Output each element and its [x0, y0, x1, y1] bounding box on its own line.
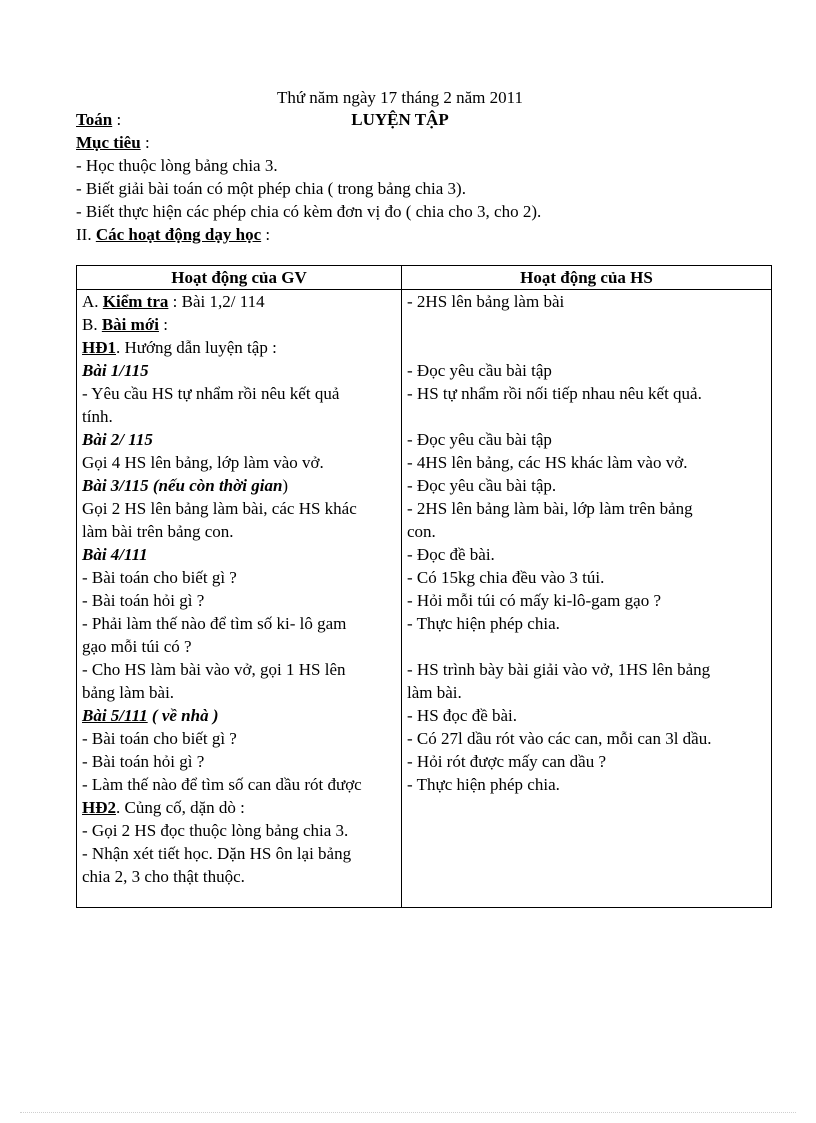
gv-line: Gọi 2 HS lên bảng làm bài, các HS khác — [82, 499, 357, 518]
gv-exercise-title: Bài 3/115 (nếu còn thời gian) — [82, 476, 289, 495]
gv-line: - Nhận xét tiết học. Dặn HS ôn lại bảng — [82, 844, 352, 863]
activities-prefix: II. — [76, 225, 96, 244]
gv-exercise-title: Bài 5/111 ( về nhà ) — [82, 706, 219, 725]
activities-sep: : — [261, 225, 271, 244]
subject-sep: : — [112, 110, 122, 129]
gv-line: làm bài trên bảng con. — [82, 522, 234, 541]
header-gv: Hoạt động của GV — [77, 266, 402, 290]
hs-line: - Hỏi rót được mấy can dầu ? — [407, 752, 606, 771]
hs-blank-line — [407, 336, 766, 359]
hs-line: - HS tự nhẩm rồi nối tiếp nhau nêu kết quả. — [407, 384, 702, 403]
hs-line: làm bài. — [407, 683, 462, 702]
hs-blank-line — [407, 635, 766, 658]
table-header-row — [77, 266, 772, 290]
objective-item: - Biết giải bài toán có một phép chia ( trong bảng chia 3). — [76, 179, 466, 198]
gv-line: - Gọi 2 HS đọc thuộc lòng bảng chia 3. — [82, 821, 349, 840]
date-line: Thứ năm ngày 17 tháng 2 năm 2011 — [276, 88, 524, 107]
hs-line: - Có 15kg chia đều vào 3 túi. — [407, 568, 605, 587]
gv-line: - Bài toán cho biết gì ? — [82, 568, 237, 587]
hs-blank-line — [407, 405, 766, 428]
objectives-sep: : — [140, 133, 150, 152]
hs-line: - Đọc yêu cầu bài tập — [407, 361, 552, 380]
activities-heading-line — [76, 223, 270, 246]
hs-line: - HS đọc đề bài. — [407, 706, 518, 725]
objective-item: - Biết thực hiện các phép chia có kèm đơn vị đo ( chia cho 3, cho 2). — [76, 202, 542, 221]
activities-heading: Các hoạt động dạy học — [95, 225, 262, 244]
table-body-row — [77, 290, 772, 908]
hs-line: - 2HS lên bảng làm bài, lớp làm trên bảng — [407, 499, 693, 518]
gv-line: bảng làm bài. — [82, 683, 175, 702]
gv-line: A. Kiểm tra : Bài 1,2/ 114 — [82, 292, 265, 311]
hs-line: - Thực hiện phép chia. — [407, 775, 560, 794]
gv-line: HĐ2. Củng cố, dặn dò : — [82, 798, 245, 817]
gv-line: Gọi 4 HS lên bảng, lớp làm vào vở. — [82, 453, 324, 472]
gv-line: - Bài toán cho biết gì ? — [82, 729, 237, 748]
gv-line: - Làm thế nào để tìm số can dầu rót được — [82, 775, 362, 794]
hs-line: con. — [407, 522, 436, 541]
hs-line: - 2HS lên bảng làm bài — [407, 292, 565, 311]
gv-column — [77, 290, 402, 908]
gv-line: HĐ1. Hướng dẫn luyện tập : — [82, 338, 277, 357]
hs-column — [402, 290, 772, 908]
hs-line: - Có 27l dầu rót vào các can, mỗi can 3l dầu. — [407, 729, 712, 748]
objectives-heading-line — [76, 131, 150, 154]
gv-line: chia 2, 3 cho thật thuộc. — [82, 867, 245, 886]
gv-line: - Bài toán hỏi gì ? — [82, 752, 205, 771]
hs-blank-line — [407, 313, 766, 336]
hs-line: - Đọc yêu cầu bài tập — [407, 430, 552, 449]
gv-exercise-title: Bài 2/ 115 — [82, 430, 153, 449]
page-bottom-divider — [20, 1112, 796, 1113]
hs-line: - Đọc yêu cầu bài tập. — [407, 476, 557, 495]
hs-line: - Thực hiện phép chia. — [407, 614, 560, 633]
objectives-heading: Mục tiêu — [76, 133, 141, 152]
gv-line: gạo mỗi túi có ? — [82, 637, 192, 656]
hs-line: - Hỏi mỗi túi có mấy ki-lô-gam gạo ? — [407, 591, 661, 610]
gv-exercise-title: Bài 1/115 — [82, 361, 149, 380]
gv-line: B. Bài mới : — [82, 315, 168, 334]
gv-line: - Phải làm thế nào để tìm số ki- lô gam — [82, 614, 347, 633]
subject-label: Toán — [76, 110, 113, 129]
gv-line: - Bài toán hỏi gì ? — [82, 591, 205, 610]
gv-exercise-title: Bài 4/111 — [82, 545, 148, 564]
hs-line: - Đọc đề bài. — [407, 545, 495, 564]
hs-line: - 4HS lên bảng, các HS khác làm vào vở. — [407, 453, 688, 472]
header-hs: Hoạt động của HS — [402, 266, 772, 290]
gv-line: - Cho HS làm bài vào vở, gọi 1 HS lên — [82, 660, 346, 679]
activities-table — [76, 265, 772, 908]
gv-line: - Yêu cầu HS tự nhẩm rồi nêu kết quả — [82, 384, 340, 403]
hs-line: - HS trình bày bài giải vào vở, 1HS lên bảng — [407, 660, 711, 679]
objective-item: - Học thuộc lòng bảng chia 3. — [76, 156, 278, 175]
lesson-title: LUYỆN TẬP — [351, 110, 449, 129]
gv-line: tính. — [82, 407, 113, 426]
